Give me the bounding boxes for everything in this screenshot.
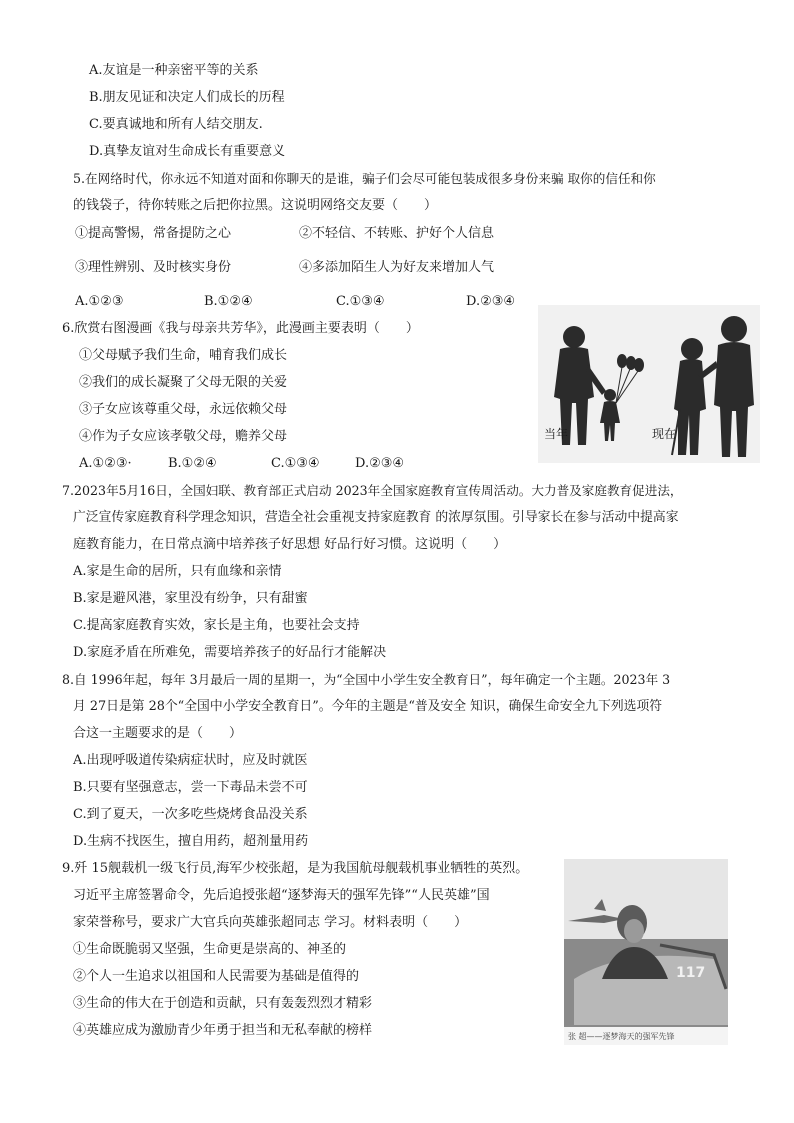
cartoon-label-then: 当年: [544, 427, 569, 441]
q6-statement-4: ④作为子女应该孝敬父母，赡养父母: [79, 429, 288, 444]
q7-option-d: D.家庭矛盾在所难免，需要培养孩子的好品行才能解决: [73, 645, 387, 660]
q8-option-b: B.只要有坚强意志，尝一下毒品未尝不可: [73, 780, 308, 795]
q7-stem-line-1: 7.2023年5月16日，全国妇联、教育部正式启动 2023年全国家庭教育宣传周活动。大力普及家庭教育促进法，: [62, 483, 683, 498]
q6-statement-3: ③子女应该尊重父母，永远依赖父母: [79, 402, 288, 417]
mother-daughter-cartoon: [538, 305, 760, 463]
q5-stem-line-1: 5.在网络时代，你永远不知道对面和你聊天的是谁，骗子们会尽可能包装成很多身份来骗 取你的信任和你: [73, 171, 656, 186]
q5-stem-line-2: 的钱袋子，待你转账之后把你拉黑。这说明网络交友要（ ）: [73, 198, 438, 213]
q5-choice-d: D.②③④: [466, 294, 516, 309]
cartoon-label-now: 现在: [652, 427, 677, 441]
q6-choice-c: C.①③④: [271, 456, 320, 471]
q7-option-a: A.家是生命的居所，只有血缘和亲情: [73, 564, 282, 579]
q4-option-d: D.真挚友谊对生命成长有重要意义: [89, 144, 286, 159]
photo-caption: 张 超——逐梦海天的强军先锋: [568, 1032, 675, 1041]
q9-stem-line-1: 9.歼 15舰载机一级飞行员,海军少校张超，是为我国航母舰载机事业牺牲的英烈。: [62, 861, 529, 876]
q5-statement-2: ②不轻信、不转账、护好个人信息: [299, 226, 495, 241]
q6-choice-d: D.②③④: [355, 456, 405, 471]
q5-choice-c: C.①③④: [336, 294, 385, 309]
q9-statement-2: ②个人一生追求以祖国和人民需要为基础是值得的: [73, 969, 360, 984]
q9-statement-3: ③生命的伟大在于创造和贡献，只有轰轰烈烈才精彩: [73, 996, 373, 1011]
q5-statement-1: ①提高警惕，常备提防之心: [75, 226, 232, 241]
q4-option-a: A.友谊是一种亲密平等的关系: [89, 63, 259, 78]
q7-option-b: B.家是避风港，家里没有纷争，只有甜蜜: [73, 591, 308, 606]
q8-option-a: A.出现呼吸道传染病症状时，应及时就医: [73, 753, 308, 768]
q5-choice-b: B.①②④: [204, 294, 253, 309]
q8-option-c: C.到了夏天，一次多吃些烧烤食品没关系: [73, 807, 308, 822]
q9-statement-1: ①生命既脆弱又坚强，生命更是崇高的、神圣的: [73, 942, 347, 957]
q5-choice-a: A.①②③: [75, 294, 124, 309]
q8-stem-line-2: 月 27日是第 28个“全国中小学安全教育日”。今年的主题是“普及安全 知识，确保生命安全九下列选项符: [73, 699, 663, 714]
pilot-photo: [564, 859, 728, 1045]
q8-option-d: D.生病不找医生，擅自用药，超剂量用药: [73, 834, 309, 849]
q7-option-c: C.提高家庭教育实效，家长是主角，也要社会支持: [73, 618, 360, 633]
q7-stem-line-2: 广泛宣传家庭教育科学理念知识，营造全社会重视支持家庭教育 的浓厚氛围。引导家长在参与活动中提高家: [73, 510, 679, 525]
q6-choice-b: B.①②④: [168, 456, 217, 471]
q6-statement-2: ②我们的成长凝聚了父母无限的关爱: [79, 375, 288, 390]
q6-stem: 6.欣赏右图漫画《我与母亲共芳华》，此漫画主要表明（ ）: [62, 321, 419, 336]
q4-option-b: B.朋友见证和决定人们成长的历程: [89, 90, 285, 105]
q8-stem-line-1: 8.自 1996年起，每年 3月最后一周的星期一，为“全国中小学生安全教育日”，每年确定一个主题。2023年 3: [62, 672, 671, 687]
q9-stem-line-2: 习近平主席签署命令，先后追授张超“逐梦海天的强军先锋”“人民英雄”国: [73, 888, 490, 903]
q8-stem-line-3: 合这一主题要求的是（ ）: [73, 726, 243, 741]
aircraft-number: 117: [676, 965, 706, 981]
q6-statement-1: ①父母赋予我们生命，哺育我们成长: [79, 348, 288, 363]
q7-stem-line-3: 庭教育能力，在日常点滴中培养孩子好思想 好品行好习惯。这说明（ ）: [73, 537, 507, 552]
q5-statement-3: ③理性辨别、及时核实身份: [75, 260, 232, 275]
q4-option-c: C.要真诚地和所有人结交朋友.: [89, 117, 263, 132]
q9-stem-line-3: 家荣誉称号，要求广大官兵向英雄张超同志 学习。材料表明（ ）: [73, 915, 468, 930]
q5-statement-4: ④多添加陌生人为好友来增加人气: [299, 260, 495, 275]
q6-choice-a: A.①②③·: [79, 456, 132, 471]
q9-statement-4: ④英雄应成为激励青少年勇于担当和无私奉献的榜样: [73, 1023, 373, 1038]
